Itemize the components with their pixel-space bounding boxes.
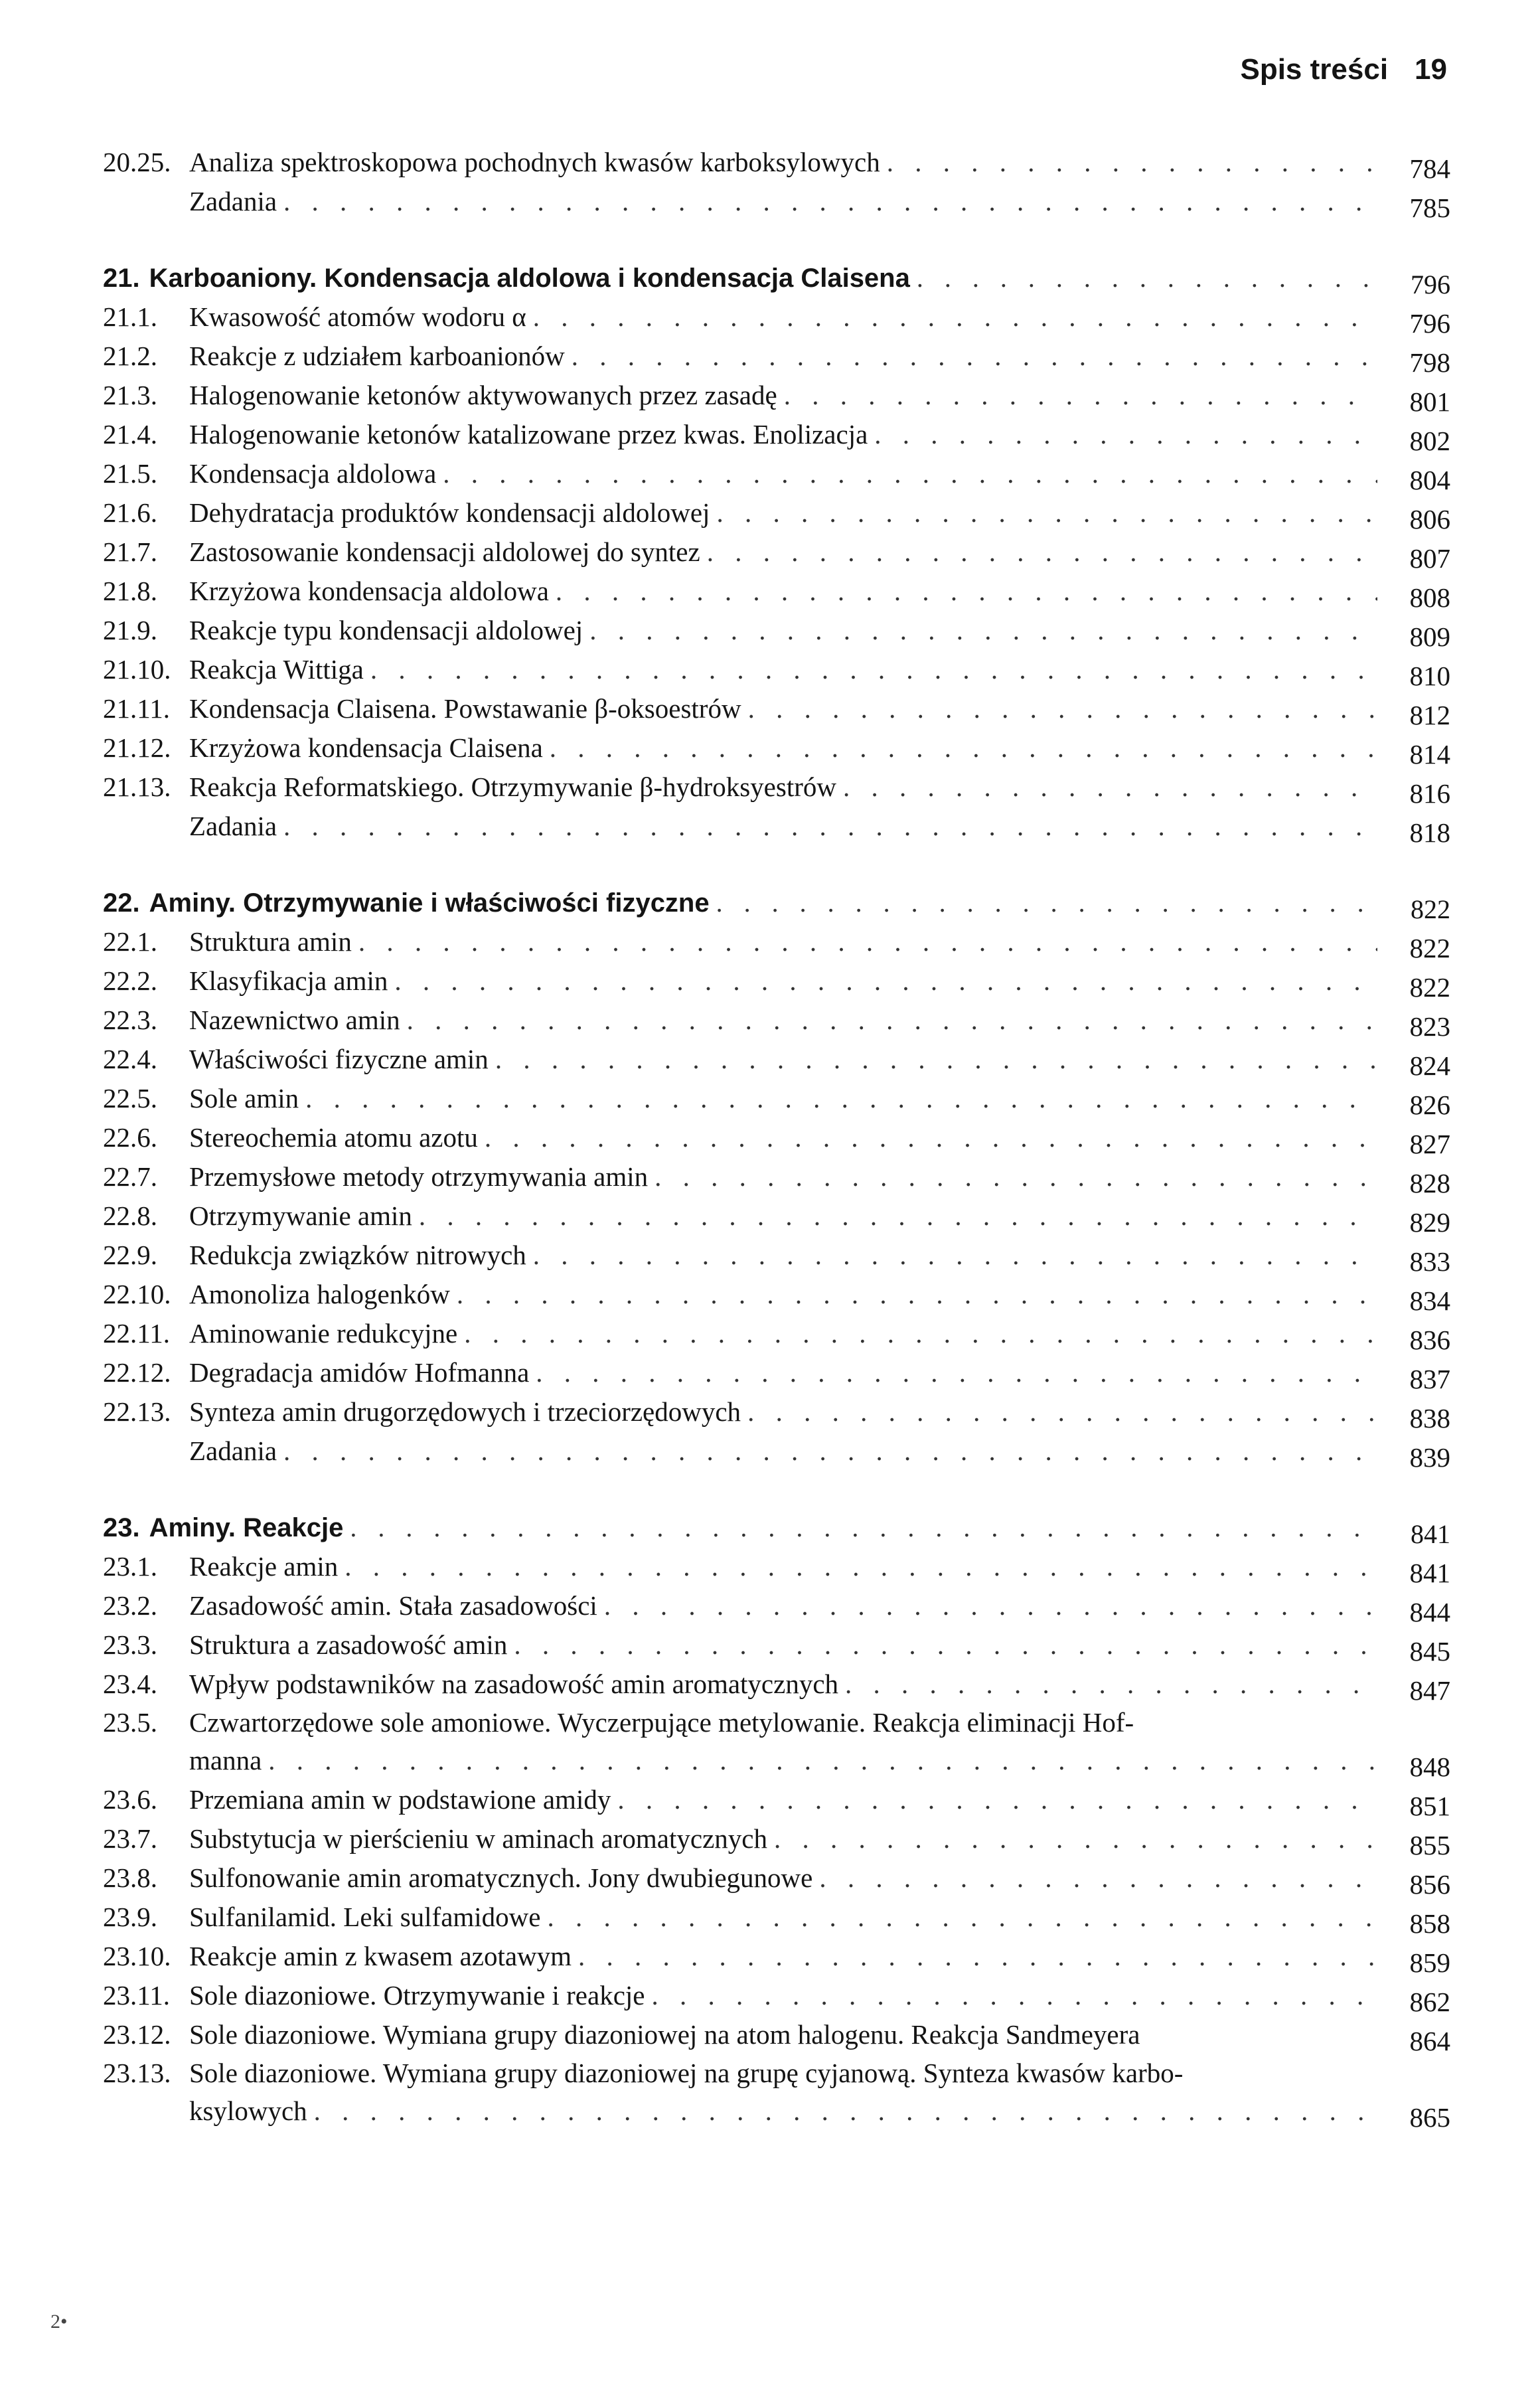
toc-entry-row[interactable] (103, 1432, 1450, 1471)
dot-leader (464, 1314, 1377, 1353)
dot-leader (716, 493, 1377, 533)
entry-title: Zadania (189, 811, 277, 841)
page-number: 862 (1409, 1987, 1450, 2017)
toc-entry-row[interactable] (103, 1547, 1450, 1586)
entry-title: Zadania (189, 186, 277, 216)
page-number: 824 (1409, 1050, 1450, 1081)
entry-title: Kondensacja aldolowa (189, 458, 437, 489)
page-number: 809 (1409, 621, 1450, 652)
entry-title: Reakcje typu kondensacji aldolowej (189, 615, 583, 645)
entry-title: Reakcje amin z kwasem azotawym (189, 1941, 572, 1971)
dot-leader (887, 143, 1377, 182)
entry-title: Substytucja w pierścieniu w aminach aromatycznych (189, 1823, 767, 1854)
entry-number: 23.4. (103, 1669, 157, 1699)
dot-leader (547, 1898, 1377, 1937)
entry-title: Otrzymywanie amin (189, 1200, 412, 1231)
page-number: 784 (1409, 153, 1450, 184)
dot-leader (874, 415, 1377, 454)
dot-leader (283, 1432, 1377, 1471)
page-number: 829 (1409, 1207, 1450, 1238)
entry-number: 22.5. (103, 1083, 157, 1113)
page-number: 864 (1409, 2026, 1450, 2056)
entry-number: 21.10. (103, 654, 171, 685)
entry-number: 23.5. (103, 1707, 157, 1738)
chapter-number: 22. (103, 888, 140, 918)
toc-entry-row[interactable] (103, 1275, 1450, 1314)
page-number: 798 (1409, 347, 1450, 378)
section-gap (103, 1471, 1450, 1508)
toc-entry-row[interactable] (103, 1118, 1450, 1157)
dot-leader (556, 572, 1377, 611)
chapter-title: Aminy. Reakcje (149, 1513, 344, 1542)
dot-leader (589, 611, 1377, 650)
dot-leader (533, 1236, 1377, 1275)
toc-entry-row[interactable] (103, 1079, 1450, 1118)
page-number: 834 (1409, 1285, 1450, 1316)
page-number: 818 (1409, 817, 1450, 848)
entry-title: Dehydratacja produktów kondensacji aldolowej (189, 497, 710, 528)
entry-title: Kondensacja Claisena. Powstawanie β-oksoestrów (189, 693, 741, 724)
dot-leader (652, 1976, 1378, 2015)
page-number: 838 (1409, 1403, 1450, 1434)
page-number: 812 (1409, 700, 1450, 730)
toc-entry-row[interactable] (103, 961, 1450, 1001)
entry-number: 23.3. (103, 1629, 157, 1660)
toc-entry-row[interactable] (103, 1196, 1450, 1236)
dot-leader (370, 650, 1377, 689)
toc-entry-row[interactable] (103, 1157, 1450, 1196)
entry-number: 23.6. (103, 1784, 157, 1815)
dot-leader (457, 1275, 1377, 1314)
dot-leader (350, 1508, 1377, 1548)
toc-entry-row[interactable] (103, 1976, 1450, 2015)
toc-chapter-row[interactable] (103, 1508, 1450, 1547)
page-number: 847 (1409, 1675, 1450, 1706)
entry-title: Zasadowość amin. Stała zasadowości (189, 1590, 597, 1621)
entry-title-continuation: manna (189, 1745, 262, 1775)
page-number: 785 (1409, 193, 1450, 223)
entry-number: 23.2. (103, 1590, 157, 1621)
page-number: 823 (1409, 1011, 1450, 1042)
dot-leader (314, 2092, 1377, 2131)
page-number: 806 (1409, 504, 1450, 534)
header-page-number: 19 (1415, 53, 1447, 86)
dot-leader (305, 1079, 1377, 1118)
entry-title: Właściwości fizyczne amin (189, 1044, 489, 1074)
chapter-number: 21. (103, 264, 140, 293)
entry-title: Aminowanie redukcyjne (189, 1318, 458, 1349)
entry-title: Krzyżowa kondensacja aldolowa (189, 576, 549, 606)
entry-number: 20.25. (103, 147, 171, 177)
dot-leader (283, 182, 1377, 221)
entry-title: Sulfanilamid. Leki sulfamidowe (189, 1902, 541, 1932)
entry-number: 23.9. (103, 1902, 157, 1932)
entry-title: Synteza amin drugorzędowych i trzeciorzędowych (189, 1396, 741, 1427)
dot-leader (654, 1157, 1377, 1196)
entry-title: Czwartorzędowe sole amoniowe. Wyczerpujące metylowanie. Reakcja eliminacji Hof- (189, 1707, 1134, 1738)
entry-number: 21.6. (103, 497, 157, 528)
toc-entry-row[interactable] (103, 611, 1450, 650)
dot-leader (843, 768, 1377, 807)
entry-title: Struktura amin (189, 926, 352, 957)
dot-leader (358, 922, 1377, 961)
dot-leader (707, 533, 1377, 572)
dot-leader (819, 1858, 1377, 1898)
entry-number: 21.13. (103, 772, 171, 802)
entry-title: Stereochemia atomu azotu (189, 1122, 478, 1153)
entry-number: 22.6. (103, 1122, 157, 1153)
dot-leader (419, 1196, 1377, 1236)
page-number: 855 (1409, 1830, 1450, 1860)
toc-entry-row[interactable] (103, 1586, 1450, 1625)
entry-title: Przemysłowe metody otrzymywania amin (189, 1161, 649, 1192)
page-number: 796 (1409, 308, 1450, 339)
dot-leader (394, 961, 1377, 1001)
dot-leader (578, 1937, 1377, 1976)
running-header (1240, 53, 1447, 86)
page-number: 844 (1409, 1597, 1450, 1627)
page-number: 807 (1409, 543, 1450, 574)
toc-chapter-row[interactable] (103, 883, 1450, 922)
dot-leader (536, 1353, 1377, 1392)
page-number: 804 (1409, 465, 1450, 495)
entry-title: Redukcja związków nitrowych (189, 1240, 526, 1270)
toc-entry-row[interactable] (103, 1741, 1450, 1780)
dot-leader (572, 337, 1377, 376)
toc-entry-row[interactable] (103, 337, 1450, 376)
page-number: 865 (1409, 2102, 1450, 2133)
toc-chapter-row[interactable] (103, 258, 1450, 297)
page-number: 816 (1409, 778, 1450, 809)
scan-mark: 2• (50, 2311, 68, 2333)
page-number: 848 (1409, 1752, 1450, 1782)
entry-number: 21.7. (103, 536, 157, 567)
dot-leader (748, 689, 1377, 728)
entry-number: 21.1. (103, 301, 157, 332)
section-gap (103, 846, 1450, 883)
entry-title: Degradacja amidów Hofmanna (189, 1357, 530, 1388)
toc-entry-row[interactable] (103, 807, 1450, 846)
entry-number: 23.8. (103, 1862, 157, 1893)
entry-number: 21.3. (103, 380, 157, 410)
toc-entry-row[interactable] (103, 1001, 1450, 1040)
toc-entry-row[interactable] (103, 376, 1450, 415)
entry-title: Sole diazoniowe. Otrzymywanie i reakcje (189, 1980, 645, 2011)
page-number: 808 (1409, 582, 1450, 613)
toc-entry-row[interactable] (103, 454, 1450, 493)
toc-entry-row[interactable] (103, 728, 1450, 768)
dot-leader (345, 1547, 1377, 1586)
toc-entry-row[interactable] (103, 1937, 1450, 1976)
page-number: 841 (1409, 1558, 1450, 1588)
dot-leader (747, 1392, 1377, 1432)
table-of-contents (103, 143, 1450, 2131)
toc-entry-row[interactable] (103, 1665, 1450, 1704)
entry-number: 22.4. (103, 1044, 157, 1074)
page-number: 822 (1409, 933, 1450, 963)
page-number: 858 (1409, 1908, 1450, 1939)
toc-entry-row[interactable] (103, 1625, 1450, 1665)
toc-entry-row[interactable] (103, 182, 1450, 221)
entry-title: Reakcja Wittiga (189, 654, 364, 685)
entry-title: Wpływ podstawników na zasadowość amin aromatycznych (189, 1669, 839, 1699)
toc-entry-row[interactable] (103, 1819, 1450, 1858)
entry-title: Halogenowanie ketonów aktywowanych przez zasadę (189, 380, 777, 410)
entry-number: 22.7. (103, 1161, 157, 1192)
entry-title-continuation: ksylowych (189, 2095, 307, 2126)
entry-number: 22.10. (103, 1279, 171, 1309)
entry-number: 23.1. (103, 1551, 157, 1582)
dot-leader (917, 258, 1377, 298)
entry-title: Reakcje amin (189, 1551, 339, 1582)
chapter-title: Karboaniony. Kondensacja aldolowa i kondensacja Claisena (149, 264, 910, 293)
toc-entry-row[interactable] (103, 1236, 1450, 1275)
dot-leader (774, 1819, 1377, 1858)
entry-title: Krzyżowa kondensacja Claisena (189, 732, 543, 763)
entry-title: Klasyfikacja amin (189, 965, 388, 996)
dot-leader (784, 376, 1377, 415)
toc-entry-row[interactable] (103, 1353, 1450, 1392)
entry-number: 21.8. (103, 576, 157, 606)
toc-entry-row[interactable] (103, 768, 1450, 807)
toc-entry-row[interactable] (103, 2015, 1450, 2054)
dot-leader (716, 883, 1377, 923)
chapter-number: 23. (103, 1513, 140, 1542)
page-number: 822 (1411, 894, 1450, 924)
page-number: 839 (1409, 1442, 1450, 1473)
entry-title: Reakcja Reformatskiego. Otrzymywanie β-hydroksyestrów (189, 772, 836, 802)
toc-entry-row[interactable] (103, 533, 1450, 572)
entry-title: Sole diazoniowe. Wymiana grupy diazoniowej na grupę cyjanową. Synteza kwasów karbo- (189, 2058, 1184, 2088)
page-number: 856 (1409, 1869, 1450, 1900)
dot-leader (514, 1625, 1377, 1665)
entry-number: 22.12. (103, 1357, 171, 1388)
toc-entry-row[interactable] (103, 1898, 1450, 1937)
page-number: 859 (1409, 1947, 1450, 1978)
entry-title: Halogenowanie ketonów katalizowane przez kwas. Enolizacja (189, 419, 868, 450)
page-number: 851 (1409, 1791, 1450, 1821)
dot-leader (283, 807, 1377, 846)
page-number: 837 (1409, 1364, 1450, 1394)
page-number: 841 (1411, 1519, 1450, 1549)
entry-title: Struktura a zasadowość amin (189, 1629, 508, 1660)
entry-number: 22.1. (103, 926, 157, 957)
entry-title: Sulfonowanie amin aromatycznych. Jony dwubiegunowe (189, 1862, 813, 1893)
page-number: 822 (1409, 972, 1450, 1003)
toc-entry-row[interactable] (103, 572, 1450, 611)
page-number: 845 (1409, 1636, 1450, 1667)
entry-title: Analiza spektroskopowa pochodnych kwasów karboksylowych (189, 147, 880, 177)
toc-entry-row[interactable] (103, 1780, 1450, 1819)
entry-title: Sole amin (189, 1083, 299, 1113)
entry-title: Sole diazoniowe. Wymiana grupy diazoniowej na atom halogenu. Reakcja Sandmeyera (189, 2019, 1140, 2050)
toc-entry-row[interactable] (103, 143, 1450, 182)
entry-number: 22.13. (103, 1396, 171, 1427)
entry-title: Amonoliza halogenków (189, 1279, 450, 1309)
toc-entry-row[interactable] (103, 1392, 1450, 1432)
entry-title: Przemiana amin w podstawione amidy (189, 1784, 611, 1815)
page-number: 827 (1409, 1129, 1450, 1159)
page-number: 810 (1409, 661, 1450, 691)
header-title: Spis treści (1240, 53, 1389, 86)
toc-entry-row[interactable] (103, 493, 1450, 533)
chapter-title: Aminy. Otrzymywanie i właściwości fizyczne (149, 888, 710, 918)
toc-entry-row[interactable] (103, 1858, 1450, 1898)
entry-number: 23.12. (103, 2019, 171, 2050)
entry-number: 21.9. (103, 615, 157, 645)
entry-number: 22.8. (103, 1200, 157, 1231)
toc-entry-row[interactable] (103, 922, 1450, 961)
dot-leader (604, 1586, 1377, 1625)
toc-entry-row[interactable] (103, 415, 1450, 454)
toc-entry-row[interactable] (103, 1704, 1450, 1741)
dot-leader (617, 1780, 1377, 1819)
entry-title: Kwasowość atomów wodoru α (189, 301, 526, 332)
dot-leader (407, 1001, 1377, 1040)
entry-number: 21.5. (103, 458, 157, 489)
dot-leader (495, 1040, 1377, 1079)
entry-number: 22.9. (103, 1240, 157, 1270)
entry-number: 22.11. (103, 1318, 170, 1349)
dot-leader (443, 454, 1377, 493)
page-number: 836 (1409, 1325, 1450, 1355)
toc-entry-row[interactable] (103, 2054, 1450, 2092)
page-number: 796 (1411, 270, 1450, 299)
toc-entry-row[interactable] (103, 1314, 1450, 1353)
dot-leader (845, 1665, 1377, 1704)
entry-number: 23.13. (103, 2058, 171, 2088)
page-number: 814 (1409, 739, 1450, 770)
entry-number: 23.7. (103, 1823, 157, 1854)
dot-leader (550, 728, 1377, 768)
toc-entry-row[interactable] (103, 297, 1450, 337)
entry-title: Reakcje z udziałem karboanionów (189, 341, 565, 371)
dot-leader (533, 297, 1377, 337)
page-number: 801 (1409, 386, 1450, 417)
toc-entry-row[interactable] (103, 650, 1450, 689)
toc-entry-row[interactable] (103, 2092, 1450, 2131)
page-number: 833 (1409, 1246, 1450, 1277)
page-number: 802 (1409, 426, 1450, 456)
toc-entry-row[interactable] (103, 1040, 1450, 1079)
page-number: 826 (1409, 1090, 1450, 1120)
section-gap (103, 221, 1450, 258)
entry-number: 21.2. (103, 341, 157, 371)
entry-number: 21.4. (103, 419, 157, 450)
entry-number: 21.12. (103, 732, 171, 763)
dot-leader (485, 1118, 1377, 1157)
entry-title: Nazewnictwo amin (189, 1005, 400, 1035)
entry-number: 22.2. (103, 965, 157, 996)
entry-title: Zadania (189, 1436, 277, 1466)
entry-number: 22.3. (103, 1005, 157, 1035)
toc-entry-row[interactable] (103, 689, 1450, 728)
entry-title: Zastosowanie kondensacji aldolowej do syntez (189, 536, 700, 567)
page-number: 828 (1409, 1168, 1450, 1198)
entry-number: 23.10. (103, 1941, 171, 1971)
entry-number: 23.11. (103, 1980, 170, 2011)
entry-number: 21.11. (103, 693, 170, 724)
dot-leader (268, 1741, 1377, 1780)
